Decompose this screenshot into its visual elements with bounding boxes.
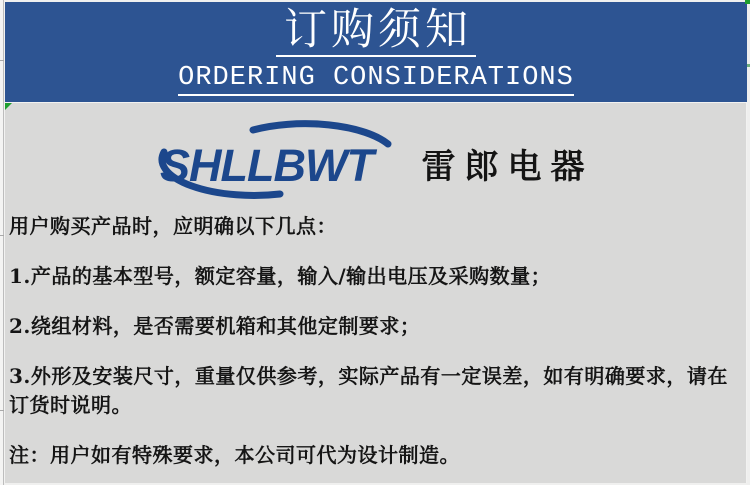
content-cell[interactable] [5, 103, 746, 483]
brand-logo [5, 114, 746, 204]
gridline-tick [0, 410, 4, 411]
page-title-chinese: 订购须知 [276, 8, 476, 57]
title-banner-cell[interactable] [5, 2, 747, 102]
cell-error-triangle-icon [5, 103, 12, 110]
intro-line: 用户购买产品时，应明确以下几点： [9, 214, 337, 238]
brand-swoosh-icon [158, 114, 406, 204]
order-item-3: 3.外形及安装尺寸，重量仅供参考，实际产品有一定误差，如有明确要求，请在订货时说明。 [9, 364, 728, 417]
sheet-margin-top [0, 0, 750, 2]
brand-name: SHLLBWT [159, 140, 373, 191]
sheet-margin-left [0, 0, 4, 485]
brand-name-chinese: 雷郎电器 [421, 146, 594, 187]
order-item-1: 1.产品的基本型号，额定容量，输入/输出电压及采购数量； [9, 264, 552, 288]
body-text [5, 204, 746, 470]
gridline-tick [0, 235, 4, 236]
page-title-english: ORDERING CONSIDERATIONS [178, 64, 574, 95]
note-line: 注：用户如有特殊要求，本公司可代为设计制造。 [9, 443, 460, 467]
green-corner-marker-icon [745, 0, 750, 4]
gridline-tick [0, 60, 4, 61]
order-item-2: 2.绕组材料，是否需要机箱和其他定制要求； [9, 314, 421, 338]
